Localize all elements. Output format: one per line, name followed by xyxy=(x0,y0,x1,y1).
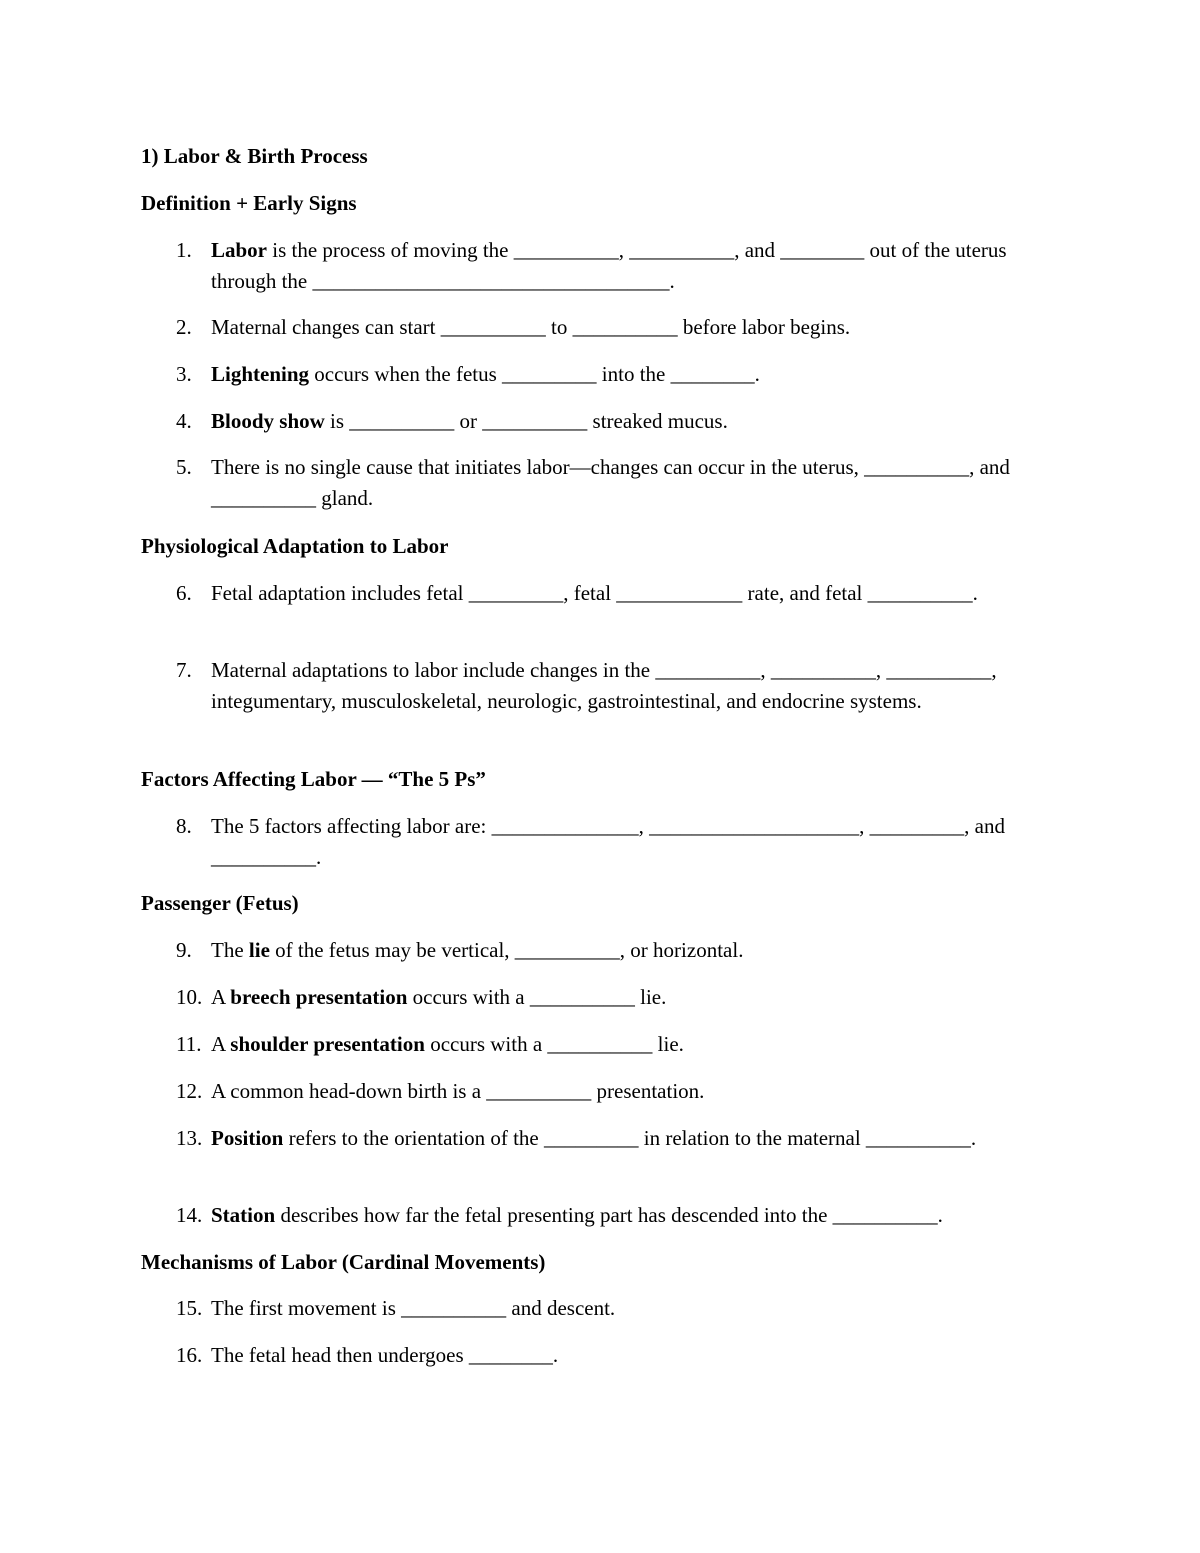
list-item xyxy=(176,1123,1066,1154)
item-term: lie xyxy=(248,938,270,962)
section-heading-mechanisms: Mechanisms of Labor (Cardinal Movements) xyxy=(141,1250,546,1274)
item-text-pre: A xyxy=(211,985,231,1009)
list-item xyxy=(176,359,1066,390)
page-title: 1) Labor & Birth Process xyxy=(141,144,368,168)
item-text: occurs when the fetus _________ into the ________. xyxy=(309,362,760,386)
list-item xyxy=(176,406,1066,437)
item-term: breech presentation xyxy=(230,985,408,1009)
item-text-pre: A xyxy=(211,1032,231,1056)
item-term: shoulder presentation xyxy=(230,1032,425,1056)
item-number: 16. xyxy=(176,1343,203,1367)
item-term: Bloody show xyxy=(211,409,325,433)
item-number: 10. xyxy=(176,985,203,1009)
section-heading-factors: Factors Affecting Labor — “The 5 Ps” xyxy=(141,767,486,791)
item-text: is __________ or __________ streaked mucus. xyxy=(324,409,728,433)
item-text: is the process of moving the __________, __________, and ________ out of the uterus through the __________________________________. xyxy=(211,238,1007,293)
list-item xyxy=(176,1293,1066,1324)
section-heading-physiological: Physiological Adaptation to Labor xyxy=(141,534,449,558)
list-item xyxy=(176,1200,1066,1231)
list-item xyxy=(176,811,1066,873)
item-number: 13. xyxy=(176,1126,203,1150)
list-item xyxy=(176,935,1066,966)
item-number: 12. xyxy=(176,1079,203,1103)
item-text: The first movement is __________ and descent. xyxy=(211,1296,616,1320)
list-item xyxy=(176,578,1066,609)
item-text: refers to the orientation of the _________ in relation to the maternal __________. xyxy=(283,1126,977,1150)
item-term: Position xyxy=(211,1126,284,1150)
list-item xyxy=(176,1029,1066,1060)
item-term: Station xyxy=(211,1203,276,1227)
list-item xyxy=(176,235,1066,297)
item-term: Lightening xyxy=(211,362,310,386)
item-term: Labor xyxy=(211,238,268,262)
item-text: A common head-down birth is a __________ presentation. xyxy=(211,1079,705,1103)
item-text: of the fetus may be vertical, __________, or horizontal. xyxy=(269,938,744,962)
item-number: 15. xyxy=(176,1296,203,1320)
item-text: The fetal head then undergoes ________. xyxy=(211,1343,559,1367)
item-number: 5. xyxy=(176,455,192,479)
section-heading-definition: Definition + Early Signs xyxy=(141,191,357,215)
item-number: 2. xyxy=(176,315,192,339)
item-number: 6. xyxy=(176,581,192,605)
item-text: describes how far the fetal presenting part has descended into the __________. xyxy=(275,1203,943,1227)
section-heading-passenger: Passenger (Fetus) xyxy=(141,891,299,915)
item-number: 4. xyxy=(176,409,192,433)
item-text: There is no single cause that initiates labor—changes can occur in the uterus, __________, and __________ gland. xyxy=(211,455,1010,510)
list-item xyxy=(176,312,1066,343)
item-number: 8. xyxy=(176,814,192,838)
list-item xyxy=(176,452,1066,514)
item-text-pre: The xyxy=(211,938,249,962)
item-number: 11. xyxy=(176,1032,202,1056)
item-number: 14. xyxy=(176,1203,203,1227)
item-number: 1. xyxy=(176,238,192,262)
item-text: The 5 factors affecting labor are: ______________, ____________________, _________, and __________. xyxy=(211,814,1005,869)
item-number: 7. xyxy=(176,658,192,682)
list-item xyxy=(176,1076,1066,1107)
list-item xyxy=(176,982,1066,1013)
item-text: Fetal adaptation includes fetal _________, fetal ____________ rate, and fetal __________. xyxy=(211,581,978,605)
list-item xyxy=(176,1340,1066,1371)
list-item xyxy=(176,655,1066,717)
item-text: occurs with a __________ lie. xyxy=(407,985,667,1009)
item-number: 3. xyxy=(176,362,192,386)
item-text: Maternal changes can start __________ to __________ before labor begins. xyxy=(211,315,851,339)
item-text: occurs with a __________ lie. xyxy=(424,1032,684,1056)
item-text: Maternal adaptations to labor include changes in the __________, __________, __________, integumentary, musculoskeletal, neurologic, gastrointestinal, and endocrine systems. xyxy=(211,658,997,713)
item-number: 9. xyxy=(176,938,192,962)
